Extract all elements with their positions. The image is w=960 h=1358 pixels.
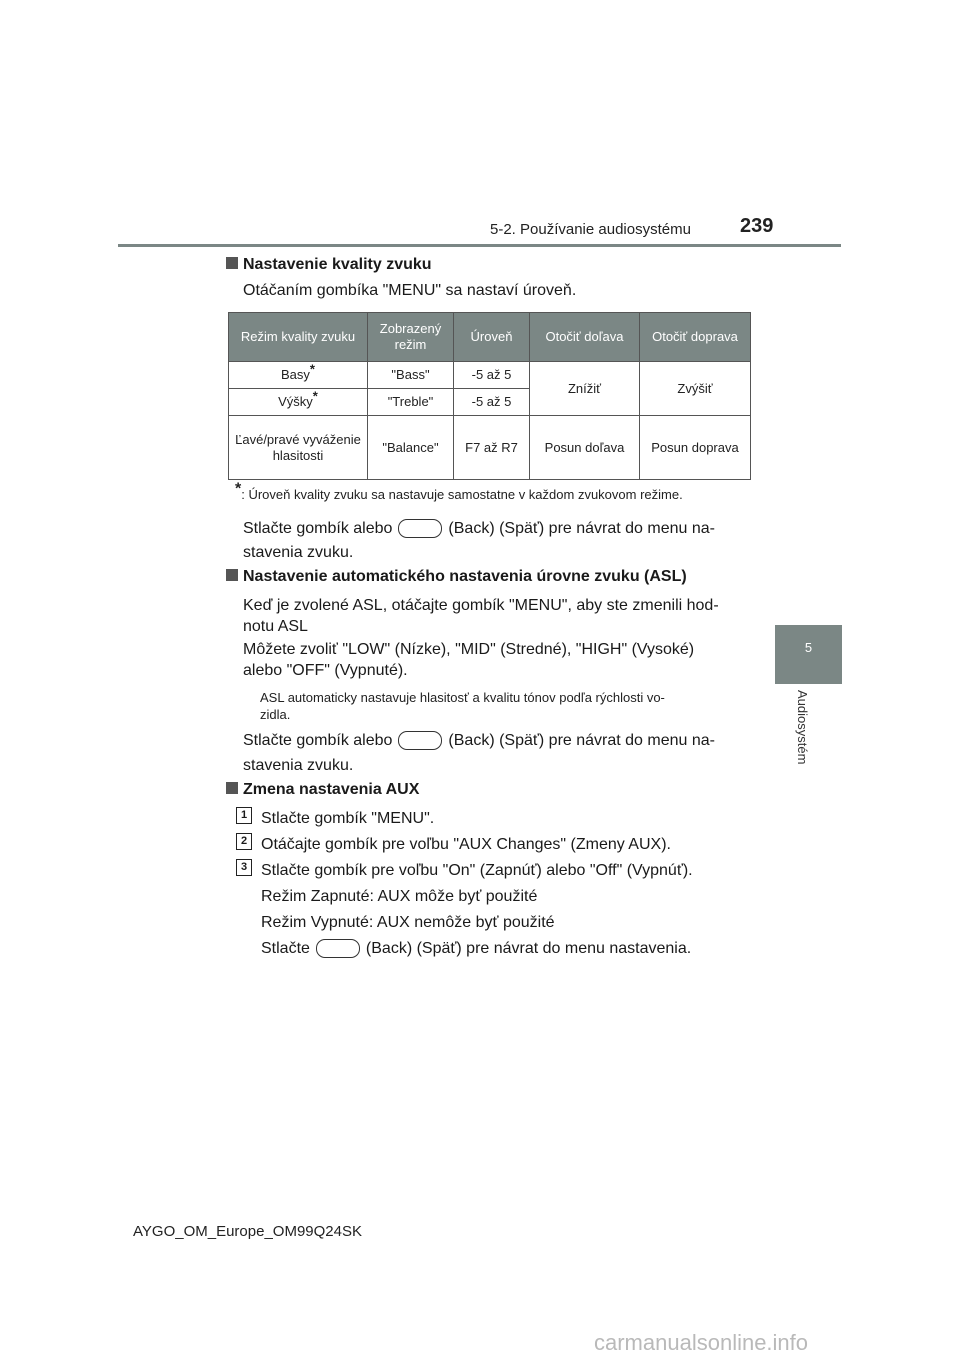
asl-text: alebo "OFF" (Vypnuté).	[243, 662, 408, 679]
table-cell: Posun doľava	[530, 416, 640, 480]
table-footnote: *: Úroveň kvality zvuku sa nastavuje samostatne v každom zvukovom režime.	[235, 480, 683, 502]
square-bullet-icon	[226, 782, 238, 794]
asl-text: Keď je zvolené ASL, otáčajte gombík "MENU", aby ste zmenili hod-	[243, 597, 719, 614]
table-header: Zobrazený režim	[368, 313, 454, 362]
table-header-row	[229, 313, 751, 362]
table-header: Režim kvality zvuku	[229, 313, 368, 362]
aux-step-text: Stlačte gombík pre voľbu "On" (Zapnúť) alebo "Off" (Vypnúť).	[261, 862, 693, 879]
chapter-label: Audiosystém	[795, 690, 810, 765]
table-cell: Posun doprava	[640, 416, 751, 480]
asterisk-mark: *	[235, 480, 242, 498]
table-cell: Zvýšiť	[640, 362, 751, 416]
section-title: 5-2. Používanie audiosystému	[490, 221, 691, 238]
back-instruction: Stlačte gombík alebo (Back) (Späť) pre návrat do menu na-	[243, 732, 715, 749]
asl-text: notu ASL	[243, 618, 308, 635]
square-bullet-icon	[226, 257, 238, 269]
back-instruction: Stlačte gombík alebo (Back) (Späť) pre návrat do menu na-	[243, 520, 715, 537]
table-cell: -5 až 5	[454, 389, 530, 416]
table-cell: "Bass"	[368, 362, 454, 389]
back-instruction-cont: stavenia zvuku.	[243, 544, 354, 561]
aux-heading: Zmena nastavenia AUX	[226, 781, 419, 799]
sound-quality-intro: Otáčaním gombíka "MENU" sa nastaví úroveň.	[243, 282, 577, 299]
square-bullet-icon	[226, 569, 238, 581]
chapter-number: 5	[804, 640, 813, 655]
table-cell: F7 až R7	[454, 416, 530, 480]
document-id: AYGO_OM_Europe_OM99Q24SK	[133, 1223, 362, 1240]
table-cell: Výšky*	[229, 389, 368, 416]
sound-quality-heading: Nastavenie kvality zvuku	[226, 256, 432, 274]
table-header: Úroveň	[454, 313, 530, 362]
aux-on-mode: Režim Zapnuté: AUX môže byť použité	[261, 888, 538, 905]
back-button-icon	[398, 519, 442, 538]
page-number: 239	[740, 215, 774, 237]
asl-text: Môžete zvoliť "LOW" (Nízke), "MID" (Stredné), "HIGH" (Vysoké)	[243, 641, 695, 658]
back-instruction-cont: stavenia zvuku.	[243, 757, 354, 774]
aux-step-text: Stlačte gombík "MENU".	[261, 810, 435, 827]
asl-note: zidla.	[260, 707, 291, 722]
table-header: Otočiť doľava	[530, 313, 640, 362]
table-cell: "Balance"	[368, 416, 454, 480]
back-button-icon	[316, 939, 360, 958]
watermark: carmanualsonline.info	[594, 1330, 809, 1355]
table-cell: Basy*	[229, 362, 368, 389]
table-row	[229, 416, 751, 480]
table-header: Otočiť doprava	[640, 313, 751, 362]
header-divider	[118, 244, 841, 247]
asl-heading: Nastavenie automatického nastavenia úrovne zvuku (ASL)	[226, 568, 687, 586]
table-row	[229, 362, 751, 389]
aux-off-mode: Režim Vypnuté: AUX nemôže byť použité	[261, 914, 555, 931]
asl-note: ASL automaticky nastavuje hlasitosť a kvalitu tónov podľa rýchlosti vo-	[260, 690, 665, 705]
back-instruction: Stlačte (Back) (Späť) pre návrat do menu nastavenia.	[261, 940, 692, 957]
table-cell: "Treble"	[368, 389, 454, 416]
step-number-icon: 3	[236, 857, 252, 876]
step-number-icon: 1	[236, 805, 252, 824]
table-cell: Ľavé/pravé vyváženie hlasitosti	[229, 416, 368, 480]
back-button-icon	[398, 731, 442, 750]
asterisk-mark: *	[312, 388, 318, 404]
table-cell: -5 až 5	[454, 362, 530, 389]
step-number-icon: 2	[236, 831, 252, 850]
aux-step-text: Otáčajte gombík pre voľbu "AUX Changes" (Zmeny AUX).	[261, 836, 671, 853]
table-cell: Znížiť	[530, 362, 640, 416]
sound-quality-table	[228, 312, 751, 480]
asterisk-mark: *	[309, 361, 315, 377]
